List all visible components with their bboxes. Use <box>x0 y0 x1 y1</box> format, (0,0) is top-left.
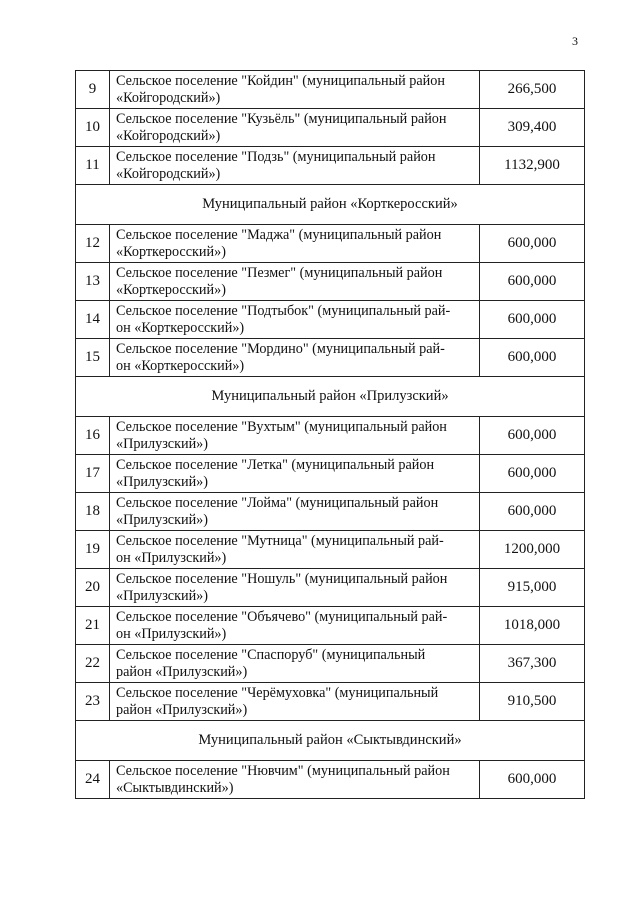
settlement-name: Сельское поселение "Объячево" (муниципальный рай- он «Прилузский») <box>110 607 480 644</box>
row-number: 13 <box>76 263 110 300</box>
amount: 1200,000 <box>503 541 561 557</box>
amount: 600,000 <box>507 503 557 519</box>
amount: 600,000 <box>507 311 557 327</box>
row-number: 22 <box>76 645 110 682</box>
row-number: 24 <box>76 761 110 798</box>
amount: 367,300 <box>507 655 557 671</box>
table-row <box>76 109 584 147</box>
settlement-name: Сельское поселение "Пезмег" (муниципальный район «Корткеросский») <box>110 263 480 300</box>
amount: 910,500 <box>507 693 557 709</box>
table-row <box>76 607 584 645</box>
settlement-name: Сельское поселение "Черёмуховка" (муниципальный район «Прилузский») <box>110 683 480 720</box>
row-number: 23 <box>76 683 110 720</box>
row-number: 19 <box>76 531 110 568</box>
row-number: 12 <box>76 225 110 262</box>
settlement-name: Сельское поселение "Нювчим" (муниципальный район «Сыктывдинский») <box>110 761 480 798</box>
amount: 600,000 <box>507 771 557 787</box>
amount: 600,000 <box>507 273 557 289</box>
table-row <box>76 455 584 493</box>
settlement-name: Сельское поселение "Подтыбок" (муниципальный рай- он «Корткеросский») <box>110 301 480 338</box>
section-header: Муниципальный район «Сыктывдинский» <box>76 721 584 761</box>
row-number: 17 <box>76 455 110 492</box>
settlement-name: Сельское поселение "Койдин" (муниципальный район «Койгородский») <box>110 71 480 108</box>
amount: 309,400 <box>507 119 557 135</box>
row-number: 20 <box>76 569 110 606</box>
table-row <box>76 761 584 799</box>
amount: 600,000 <box>507 235 557 251</box>
row-number: 16 <box>76 417 110 454</box>
settlement-name: Сельское поселение "Маджа" (муниципальный район «Корткеросский») <box>110 225 480 262</box>
table-row <box>76 645 584 683</box>
row-number: 9 <box>76 71 110 108</box>
amount: 1018,000 <box>503 617 561 633</box>
row-number: 21 <box>76 607 110 644</box>
row-number: 15 <box>76 339 110 376</box>
table-row <box>76 531 584 569</box>
table-row <box>76 225 584 263</box>
settlement-name: Сельское поселение "Мутница" (муниципальный рай- он «Прилузский») <box>110 531 480 568</box>
settlement-name: Сельское поселение "Вухтым" (муниципальный район «Прилузский») <box>110 417 480 454</box>
settlement-name: Сельское поселение "Летка" (муниципальный район «Прилузский») <box>110 455 480 492</box>
table-row <box>76 683 584 721</box>
amount: 600,000 <box>507 349 557 365</box>
table-row <box>76 493 584 531</box>
settlement-name: Сельское поселение "Ношуль" (муниципальный район «Прилузский») <box>110 569 480 606</box>
amount: 915,000 <box>507 579 557 595</box>
allocation-table <box>75 70 585 799</box>
row-number: 10 <box>76 109 110 146</box>
settlement-name: Сельское поселение "Мордино" (муниципальный рай- он «Корткеросский») <box>110 339 480 376</box>
row-number: 18 <box>76 493 110 530</box>
amount: 1132,900 <box>504 157 560 173</box>
settlement-name: Сельское поселение "Спаспоруб" (муниципальный район «Прилузский») <box>110 645 480 682</box>
settlement-name: Сельское поселение "Подзь" (муниципальный район «Койгородский») <box>110 147 480 184</box>
page-number: 3 <box>572 34 578 48</box>
amount: 600,000 <box>507 427 557 443</box>
row-number: 11 <box>76 147 110 184</box>
section-header: Муниципальный район «Прилузский» <box>76 377 584 417</box>
table-row <box>76 263 584 301</box>
table-row <box>76 71 584 109</box>
section-header: Муниципальный район «Корткеросский» <box>76 185 584 225</box>
table-row <box>76 417 584 455</box>
table-row <box>76 301 584 339</box>
amount: 600,000 <box>507 465 557 481</box>
amount: 266,500 <box>507 81 557 97</box>
settlement-name: Сельское поселение "Кузьёль" (муниципальный район «Койгородский») <box>110 109 480 146</box>
table-row <box>76 339 584 377</box>
row-number: 14 <box>76 301 110 338</box>
settlement-name: Сельское поселение "Лойма" (муниципальный район «Прилузский») <box>110 493 480 530</box>
table-row <box>76 147 584 185</box>
table-row <box>76 569 584 607</box>
